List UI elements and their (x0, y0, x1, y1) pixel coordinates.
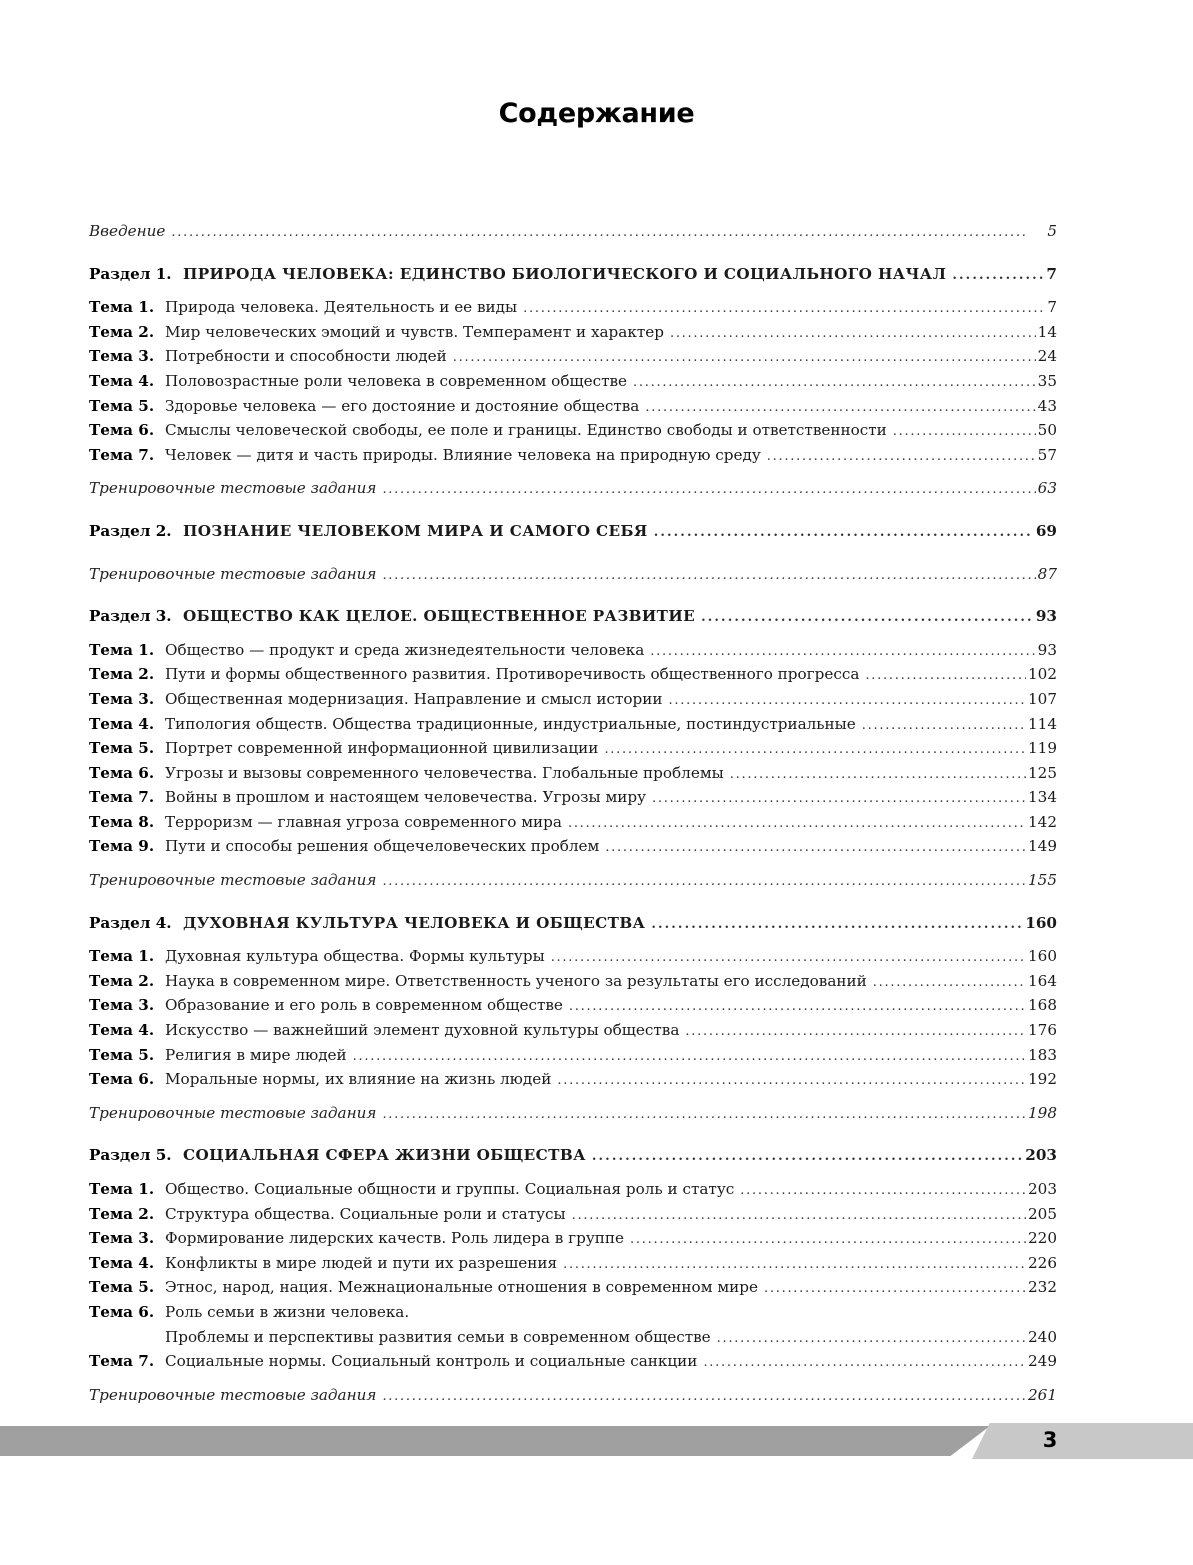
toc-topic[interactable] (89, 1202, 1057, 1227)
dot-leader (572, 1204, 1026, 1227)
topic-title: Общество. Социальные общности и группы. Социальная роль и статус (165, 1180, 735, 1198)
toc-topic[interactable] (89, 712, 1057, 737)
toc-section-1[interactable] (89, 262, 1057, 287)
dot-leader (701, 606, 1034, 629)
topic-page: 205 (1028, 1204, 1057, 1223)
topic-title: Наука в современном мире. Ответственность ученого за результаты его исследований (165, 971, 867, 990)
topic-title: Конфликты в мире людей и пути их разрешения (165, 1253, 558, 1272)
topic-label: Тема 5. (89, 739, 155, 758)
topic-title-continuation: Проблемы и перспективы развития семьи в современном обществе (165, 1327, 711, 1346)
toc-topic[interactable] (89, 761, 1057, 786)
topic-label: Тема 4. (89, 714, 155, 733)
section-title: ПРИРОДА ЧЕЛОВЕКА: ЕДИНСТВО БИОЛОГИЧЕСКОГО И СОЦИАЛЬНОГО НАЧАЛ (183, 264, 947, 283)
toc-topic[interactable] (89, 810, 1057, 835)
topic-page: 7 (1047, 298, 1057, 317)
section-page: 7 (1046, 264, 1057, 283)
tests-page: 198 (1028, 1103, 1057, 1122)
section-label: Раздел 2. (89, 521, 172, 540)
toc-topic[interactable] (89, 1251, 1057, 1276)
topic-title: Потребности и способности людей (165, 347, 447, 366)
topic-title: Общество — продукт и среда жизнедеятельности человека (165, 640, 645, 659)
toc-topic[interactable] (89, 944, 1057, 969)
topic-title: Смыслы человеческой свободы, ее поле и границы. Единство свободы и ответственности (165, 421, 887, 440)
dot-leader (764, 1277, 1026, 1300)
entry-page: 5 (1047, 222, 1057, 240)
toc-tests[interactable] (89, 1101, 1057, 1126)
toc-topic[interactable] (89, 418, 1057, 443)
toc-topic[interactable] (89, 320, 1057, 345)
dot-leader (670, 322, 1036, 345)
topic-label: Тема 1. (89, 947, 155, 966)
toc-topic[interactable] (89, 1067, 1057, 1092)
toc-topic[interactable] (89, 969, 1057, 994)
toc-topic[interactable] (89, 1043, 1057, 1068)
topic-title: Моральные нормы, их влияние на жизнь людей (165, 1070, 552, 1089)
topic-label: Тема 6. (89, 1070, 155, 1089)
topic-page: 232 (1028, 1278, 1057, 1297)
topic-title: Человек — дитя и часть природы. Влияние человека на природную среду (165, 445, 761, 464)
topic-title: Угрозы и вызовы современного человечества. Глобальные проблемы (165, 763, 724, 782)
topic-page: 192 (1028, 1070, 1057, 1089)
dot-leader (651, 913, 1023, 936)
dot-leader (952, 264, 1044, 287)
page-number: 3 (1042, 1428, 1058, 1452)
dot-leader (865, 664, 1026, 687)
topic-page: 220 (1028, 1229, 1057, 1248)
topic-title: Роль семьи в жизни человека. (165, 1302, 410, 1321)
section-label: Раздел 3. (89, 607, 172, 626)
dot-leader (630, 1228, 1026, 1251)
topic-page: 240 (1028, 1327, 1057, 1346)
dot-leader (523, 297, 1045, 320)
dot-leader (654, 521, 1034, 544)
dot-leader (685, 1020, 1026, 1043)
toc-topic[interactable] (89, 394, 1057, 419)
topic-page: 149 (1028, 837, 1057, 856)
topic-label: Тема 7. (89, 445, 155, 464)
dot-leader (382, 564, 1035, 587)
dot-leader (717, 1327, 1026, 1350)
topic-page: 168 (1028, 996, 1057, 1015)
toc-topic[interactable] (89, 1177, 1057, 1202)
topic-page: 142 (1028, 812, 1057, 831)
dot-leader (382, 870, 1026, 893)
tests-page: 87 (1037, 564, 1057, 583)
toc-topic[interactable] (89, 834, 1057, 859)
tests-title: Тренировочные тестовые задания (89, 564, 377, 583)
dot-leader (382, 1103, 1026, 1126)
tests-page: 261 (1028, 1385, 1057, 1404)
topic-page: 102 (1028, 665, 1057, 684)
tests-title: Тренировочные тестовые задания (89, 479, 377, 498)
footer-page-tab (972, 1423, 1193, 1459)
topic-page: 107 (1028, 689, 1057, 708)
toc-tests[interactable] (89, 868, 1057, 893)
section-title: ОБЩЕСТВО КАК ЦЕЛОЕ. ОБЩЕСТВЕННОЕ РАЗВИТИЕ (183, 607, 696, 626)
topic-label: Тема 5. (89, 1045, 155, 1064)
dot-leader (557, 1069, 1026, 1092)
topic-label: Тема 1. (89, 640, 155, 659)
topic-title: Пути и способы решения общечеловеческих проблем (165, 837, 600, 856)
dot-leader (645, 396, 1035, 419)
toc-section-4[interactable] (89, 911, 1057, 936)
section-title: СОЦИАЛЬНАЯ СФЕРА ЖИЗНИ ОБЩЕСТВА (183, 1146, 586, 1165)
dot-leader (893, 420, 1036, 443)
topic-page: 125 (1028, 763, 1057, 782)
section-title: ПОЗНАНИЕ ЧЕЛОВЕКОМ МИРА И САМОГО СЕБЯ (183, 521, 648, 540)
topic-title: Мир человеческих эмоций и чувств. Темперамент и характер (165, 322, 664, 341)
topic-page: 160 (1028, 947, 1057, 966)
topic-label: Тема 2. (89, 971, 155, 990)
topic-page: 35 (1037, 371, 1057, 390)
topic-label: Тема 3. (89, 689, 155, 708)
topic-title: Здоровье человека — его достояние и достояние общества (165, 396, 640, 415)
topic-page: 24 (1037, 347, 1057, 366)
topic-label: Тема 7. (89, 1352, 155, 1371)
toc-topic[interactable] (89, 736, 1057, 761)
section-page: 69 (1035, 521, 1057, 540)
dot-leader (453, 346, 1036, 369)
topic-label: Тема 4. (89, 371, 155, 390)
topic-label: Тема 6. (89, 421, 155, 440)
topic-title: Природа человека. Деятельность и ее виды (165, 298, 518, 317)
topic-title: Общественная модернизация. Направление и смысл истории (165, 689, 663, 708)
topic-label: Тема 7. (89, 788, 155, 807)
topic-label: Тема 2. (89, 665, 155, 684)
section-label: Раздел 4. (89, 913, 172, 932)
section-page: 203 (1025, 1146, 1057, 1165)
topic-title: Этнос, народ, нация. Межнациональные отношения в современном мире (165, 1278, 758, 1297)
topic-title: Формирование лидерских качеств. Роль лидера в группе (165, 1229, 625, 1248)
section-label: Раздел 1. (89, 264, 172, 283)
tests-title: Тренировочные тестовые задания (89, 1385, 377, 1404)
dot-leader (551, 946, 1026, 969)
dot-leader (652, 787, 1026, 810)
dot-leader (382, 478, 1035, 501)
toc-topic[interactable] (89, 443, 1057, 468)
topic-page: 176 (1028, 1021, 1057, 1040)
topic-title: Типология обществ. Общества традиционные, индустриальные, постиндустриальные (165, 714, 856, 733)
toc-entry-intro[interactable] (89, 219, 1057, 244)
toc-section-5[interactable] (89, 1143, 1057, 1168)
dot-leader (171, 221, 1045, 244)
topic-page: 57 (1037, 445, 1057, 464)
toc-topic[interactable] (89, 1018, 1057, 1043)
footer-bar (0, 1426, 990, 1456)
topic-title: Духовная культура общества. Формы культуры (165, 947, 545, 966)
topic-page: 134 (1028, 788, 1057, 807)
toc-topic[interactable] (89, 638, 1057, 663)
dot-leader (633, 371, 1036, 394)
tests-title: Тренировочные тестовые задания (89, 1103, 377, 1122)
topic-label: Тема 4. (89, 1253, 155, 1272)
topic-label: Тема 2. (89, 322, 155, 341)
dot-leader (703, 1351, 1026, 1374)
topic-page: 203 (1028, 1180, 1057, 1198)
page-title: Содержание (498, 98, 695, 129)
section-title: ДУХОВНАЯ КУЛЬТУРА ЧЕЛОВЕКА И ОБЩЕСТВА (183, 913, 646, 932)
topic-title: Искусство — важнейший элемент духовной культуры общества (165, 1021, 680, 1040)
topic-label: Тема 1. (89, 1180, 155, 1198)
toc-topic[interactable] (89, 662, 1057, 687)
entry-title: Введение (89, 222, 166, 240)
dot-leader (568, 812, 1026, 835)
toc-topic[interactable] (89, 295, 1057, 320)
dot-leader (740, 1179, 1026, 1202)
tests-page: 63 (1037, 479, 1057, 498)
toc-topic[interactable] (89, 1275, 1057, 1300)
toc-topic[interactable] (89, 344, 1057, 369)
tests-page: 155 (1028, 871, 1057, 890)
topic-label: Тема 3. (89, 347, 155, 366)
topic-page: 119 (1028, 739, 1057, 758)
topic-page: 164 (1028, 971, 1057, 990)
toc-topic[interactable] (89, 1349, 1057, 1374)
topic-label: Тема 5. (89, 1278, 155, 1297)
table-of-contents (89, 219, 1057, 1407)
toc-section-2[interactable] (89, 519, 1057, 544)
topic-page: 93 (1037, 640, 1057, 659)
tests-title: Тренировочные тестовые задания (89, 871, 377, 890)
topic-page: 226 (1028, 1253, 1057, 1272)
topic-label: Тема 2. (89, 1204, 155, 1223)
topic-label: Тема 3. (89, 1229, 155, 1248)
dot-leader (862, 714, 1026, 737)
dot-leader (730, 763, 1026, 786)
dot-leader (650, 640, 1035, 663)
topic-title: Образование и его роль в современном обществе (165, 996, 563, 1015)
toc-topic[interactable] (89, 687, 1057, 712)
topic-title: Пути и формы общественного развития. Противоречивость общественного прогресса (165, 665, 860, 684)
topic-page: 43 (1037, 396, 1057, 415)
section-page: 93 (1035, 607, 1057, 626)
topic-page: 114 (1028, 714, 1057, 733)
topic-label: Тема 5. (89, 396, 155, 415)
topic-label: Тема 8. (89, 812, 155, 831)
topic-title: Социальные нормы. Социальный контроль и социальные санкции (165, 1352, 698, 1371)
section-label: Раздел 5. (89, 1146, 172, 1165)
topic-label: Тема 1. (89, 298, 155, 317)
toc-topic-continuation[interactable] (89, 1325, 1057, 1350)
topic-label: Тема 3. (89, 996, 155, 1015)
topic-title: Терроризм — главная угроза современного мира (165, 812, 562, 831)
dot-leader (592, 1145, 1023, 1168)
topic-title: Портрет современной информационной цивилизации (165, 739, 599, 758)
dot-leader (669, 689, 1026, 712)
dot-leader (767, 445, 1036, 468)
dot-leader (873, 971, 1026, 994)
topic-label: Тема 6. (89, 763, 155, 782)
topic-page: 183 (1028, 1045, 1057, 1064)
toc-topic[interactable] (89, 785, 1057, 810)
dot-leader (353, 1045, 1026, 1068)
toc-tests[interactable] (89, 1383, 1057, 1408)
topic-page: 249 (1028, 1352, 1057, 1371)
toc-topic[interactable] (89, 1300, 1057, 1325)
topic-title: Половозрастные роли человека в современном обществе (165, 371, 628, 390)
topic-title: Войны в прошлом и настоящем человечества. Угрозы миру (165, 788, 647, 807)
topic-label: Тема 4. (89, 1021, 155, 1040)
toc-topic[interactable] (89, 1226, 1057, 1251)
topic-label: Тема 9. (89, 837, 155, 856)
topic-label: Тема 6. (89, 1302, 155, 1321)
toc-tests[interactable] (89, 476, 1057, 501)
topic-title: Религия в мире людей (165, 1045, 347, 1064)
dot-leader (605, 836, 1026, 859)
toc-tests[interactable] (89, 562, 1057, 587)
toc-topic[interactable] (89, 993, 1057, 1018)
topic-page: 14 (1037, 322, 1057, 341)
toc-topic[interactable] (89, 369, 1057, 394)
dot-leader (563, 1253, 1026, 1276)
dot-leader (382, 1385, 1026, 1408)
topic-page: 50 (1037, 421, 1057, 440)
topic-title: Структура общества. Социальные роли и статусы (165, 1204, 566, 1223)
toc-section-3[interactable] (89, 604, 1057, 629)
section-page: 160 (1025, 913, 1057, 932)
dot-leader (604, 738, 1026, 761)
dot-leader (569, 995, 1026, 1018)
